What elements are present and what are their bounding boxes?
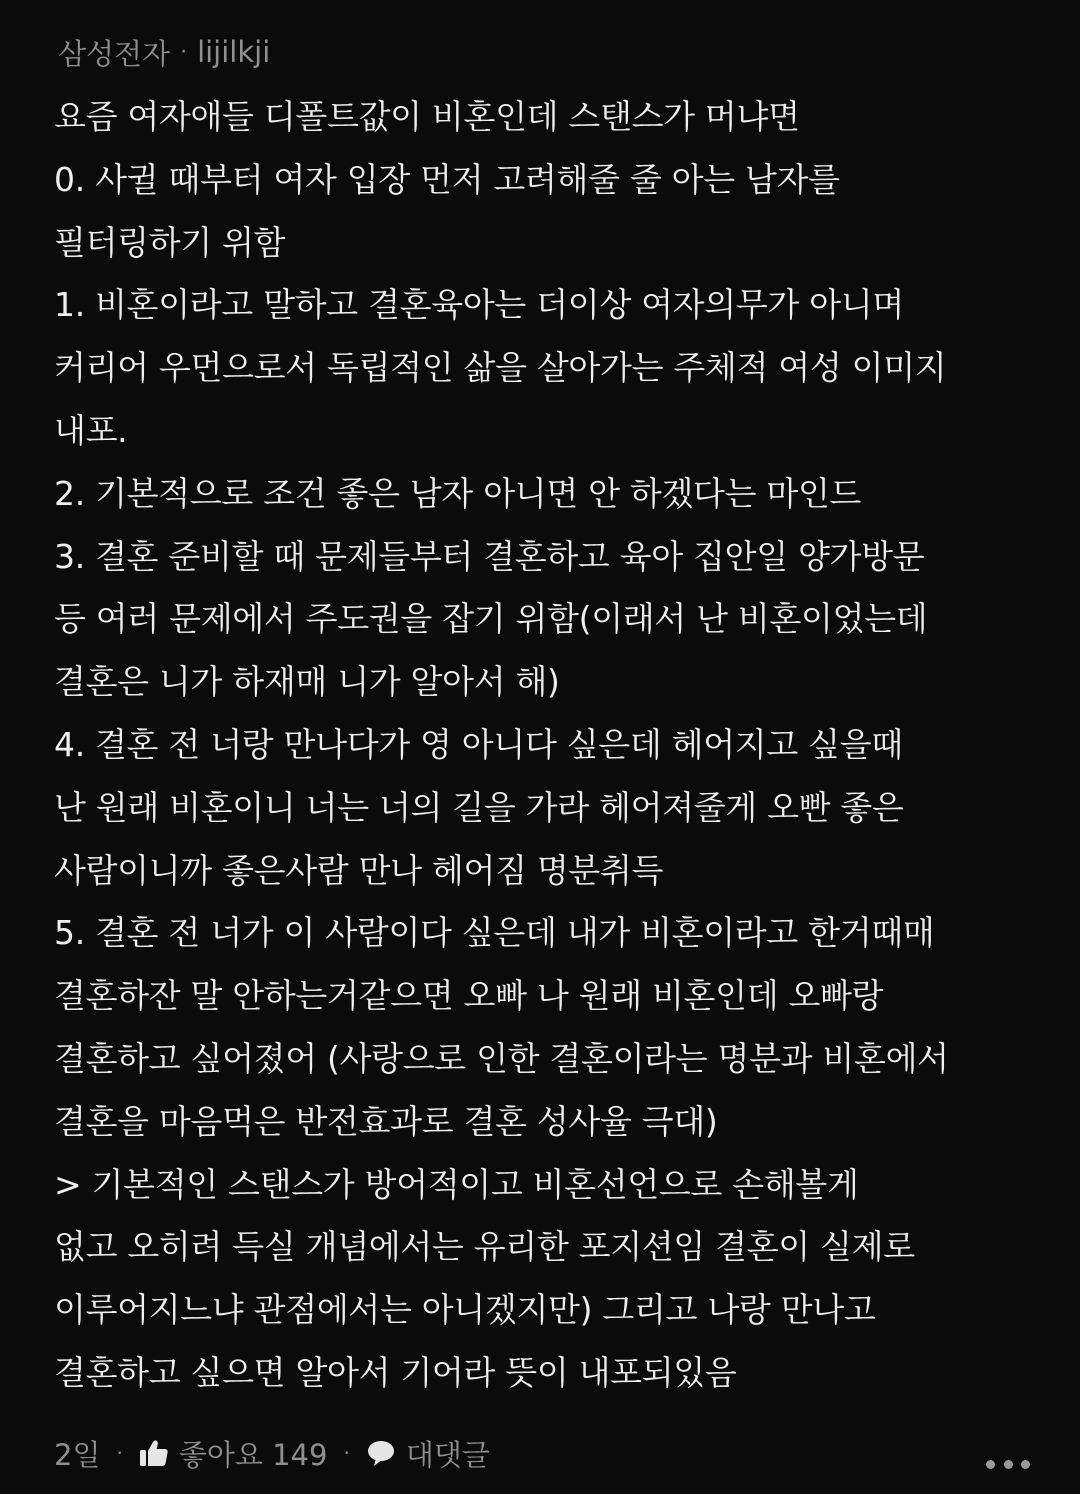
comment-line: 내포. <box>54 410 128 450</box>
more-dots-icon <box>986 1460 995 1469</box>
meta-separator: · <box>180 39 188 65</box>
footer-separator: · <box>343 1441 350 1465</box>
reply-button[interactable] <box>366 1433 490 1474</box>
comment-line: 3. 결혼 준비할 때 문제들부터 결혼하고 육아 집안일 양가방문 <box>54 536 925 576</box>
comment-line: > 기본적인 스탠스가 방어적이고 비혼선언으로 손해볼게 <box>54 1164 859 1204</box>
comment-line: 결혼하고 싶어졌어 (사랑으로 인한 결혼이라는 명분과 비혼에서 <box>54 1038 949 1078</box>
comment-line: 결혼은 니가 하재매 니가 알아서 해) <box>54 662 560 702</box>
comment-line: 난 원래 비혼이니 너는 너의 길을 가라 헤어져줄게 오빤 좋은 <box>54 787 904 827</box>
channel-name[interactable]: 삼성전자 <box>58 36 171 71</box>
username[interactable]: lijilkji <box>197 35 271 69</box>
comment-line: 1. 비혼이라고 말하고 결혼육아는 더이상 여자의무가 아니며 <box>54 285 904 325</box>
comment-line: 필터링하기 위함 <box>54 222 286 262</box>
comment-line: 결혼하잔 말 안하는거같으면 오빠 나 원래 비혼인데 오빠랑 <box>54 976 884 1016</box>
thumbs-up-icon <box>139 1439 169 1467</box>
comment-time: 2일 <box>54 1437 101 1472</box>
comment-body <box>54 86 1044 1405</box>
speech-bubble-icon <box>366 1439 396 1467</box>
comment-line: 5. 결혼 전 너가 이 사람이다 싶은데 내가 비혼이라고 한거때매 <box>54 913 935 953</box>
more-dots-icon <box>1004 1460 1013 1469</box>
comment-line: 2. 기본적으로 조건 좋은 남자 아니면 안 하겠다는 마인드 <box>54 473 862 513</box>
footer-separator: · <box>116 1441 123 1465</box>
comment-line: 4. 결혼 전 너랑 만나다가 영 아니다 싶은데 헤어지고 싶을때 <box>54 724 903 764</box>
comment-line: 커리어 우먼으로서 독립적인 삶을 살아가는 주체적 여성 이미지 <box>54 348 947 388</box>
reply-label: 대댓글 <box>405 1437 490 1472</box>
comment-footer <box>54 1430 1034 1476</box>
like-button[interactable] <box>139 1433 328 1474</box>
comment-line: 사람이니까 좋은사람 만나 헤어짐 명분취득 <box>54 850 664 890</box>
comment-meta <box>58 30 270 74</box>
comment-line: 없고 오히려 득실 개념에서는 유리한 포지션임 결혼이 실제로 <box>54 1227 915 1267</box>
comment-line: 결혼하고 싶으면 알아서 기어라 뜻이 내포되있음 <box>54 1352 737 1392</box>
more-dots-icon <box>1021 1460 1030 1469</box>
comment-line: 0. 사귈 때부터 여자 입장 먼저 고려해줄 줄 아는 남자를 <box>54 159 840 199</box>
comment-line: 등 여러 문제에서 주도권을 잡기 위함(이래서 난 비혼이었는데 <box>54 599 928 639</box>
comment-line: 요즘 여자애들 디폴트값이 비혼인데 스탠스가 머냐면 <box>54 97 800 136</box>
comment-line: 결혼을 마음먹은 반전효과로 결혼 성사율 극대) <box>54 1101 718 1141</box>
more-options-button[interactable] <box>986 1450 1030 1478</box>
comment-line: 이루어지느냐 관점에서는 아니겠지만) 그리고 나랑 만나고 <box>54 1290 876 1330</box>
like-count: 좋아요 149 <box>178 1437 328 1472</box>
